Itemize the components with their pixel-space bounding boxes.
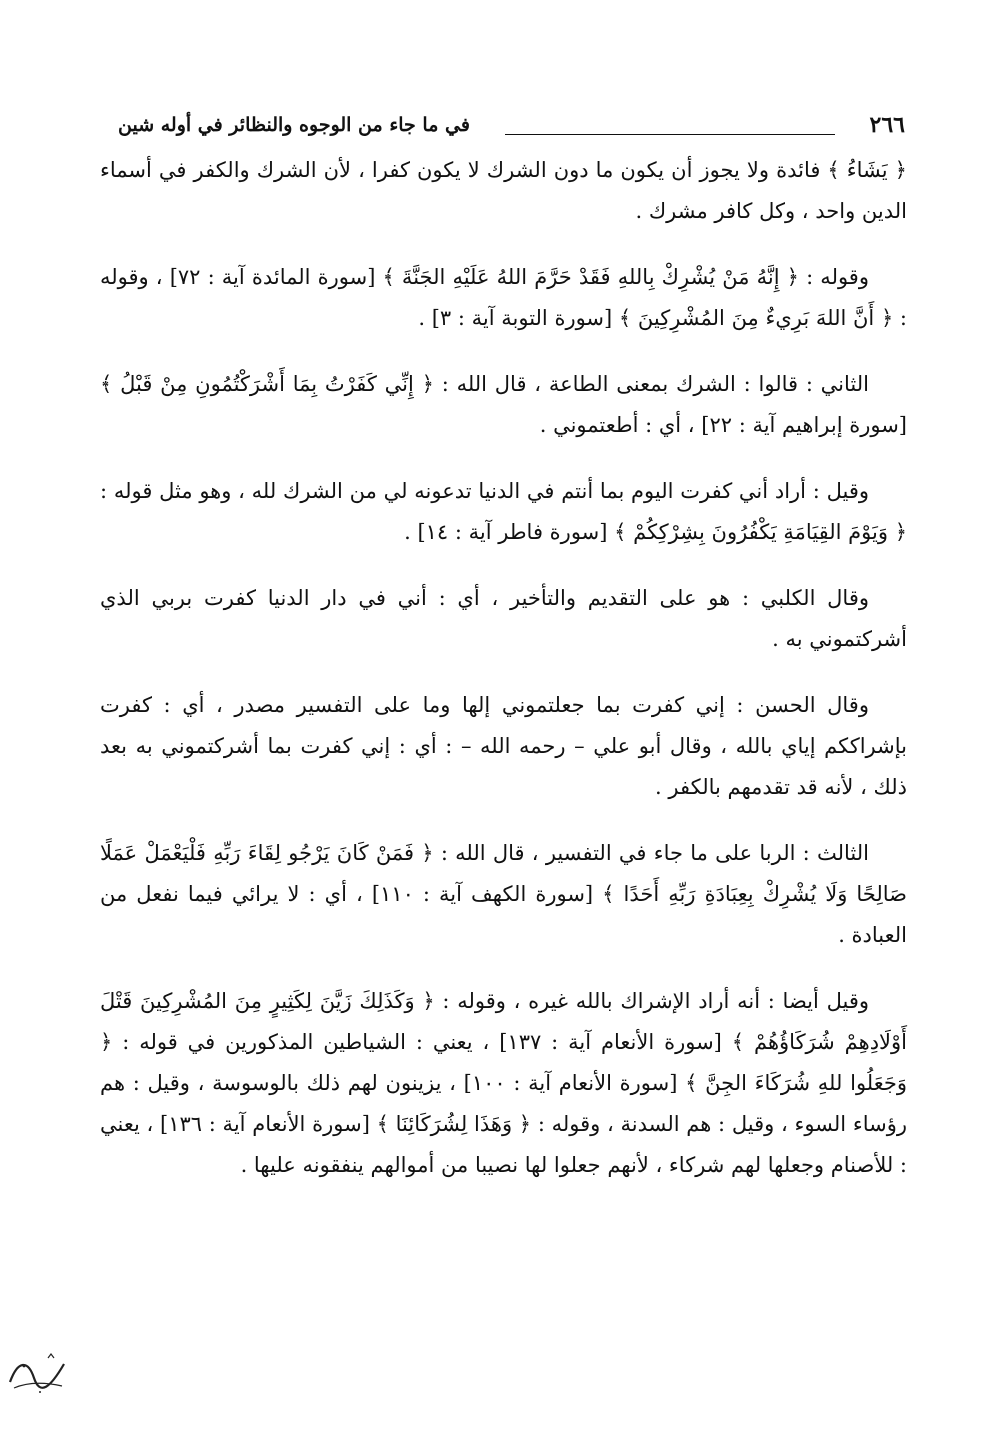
paragraph-8: وقيل أيضا : أنه أراد الإشراك بالله غيره ، وقوله : ﴿ وَكَذَلِكَ زَيَّنَ لِكَثِيرٍ مِنَ المُشْرِكِينَ قَتْلَ أَوْلَادِهِمْ شُرَكَاؤُهُمْ ﴾ [سورة الأنعام آية : ١٣٧] ، يعني : الشياطين المذكورين في قوله : ﴿ وَجَعَلُوا للهِ شُرَكَاءَ الجِنَّ ﴾ [سورة الأنعام آية : ١٠٠] ، يزينون لهم ذلك بالوسوسة ، وقيل : هم رؤساء السوء ، وقيل : هم السدنة ، وقوله : ﴿ وَهَذَا لِشُرَكَائِنَا ﴾ [سورة الأنعام آية : ١٣٦] ، يعني : للأصنام وجعلها لهم شركاء ، لأنهم جعلوا لها نصيبا من أموالهم ينفقونه عليها . [100,989,908,1177]
paragraph-5: وقال الكلبي : هو على التقديم والتأخير ، أي : أني في دار الدنيا كفرت بربي الذي أشركتموني به . [100,586,907,651]
running-title: في ما جاء من الوجوه والنظائر في أوله شين [118,114,470,136]
header-rule [505,134,835,135]
paragraph-2: وقوله : ﴿ إِنَّهُ مَنْ يُشْرِكْ بِاللهِ فَقَدْ حَرَّمَ اللهُ عَلَيْهِ الجَنَّةَ ﴾ [سورة المائدة آية : ٧٢] ، وقوله : ﴿ أَنَّ اللهَ بَرِيءٌ مِنَ المُشْرِكِينَ ﴾ [سورة التوبة آية : ٣] . [100,265,907,330]
paragraph-1: ﴿ يَشَاءُ ﴾ فائدة ولا يجوز أن يكون ما دون الشرك لا يكون كفرا ، لأن الشرك والكفر في أسماء الدين واحد ، وكل كافر مشرك . [100,158,907,223]
paragraph-7: الثالث : الربا على ما جاء في التفسير ، قال الله : ﴿ فَمَنْ كَانَ يَرْجُو لِقَاءَ رَبِّهِ فَلْيَعْمَلْ عَمَلًا صَالِحًا وَلَا يُشْرِكْ بِعِبَادَةِ رَبِّهِ أَحَدًا ﴾ [سورة الكهف آية : ١١٠] ، أي : لا يرائي فيما نفعل من العبادة . [100,841,907,947]
paragraph-4: وقيل : أراد أني كفرت اليوم بما أنتم في الدنيا تدعونه لي من الشرك لله ، وهو مثل قوله : ﴿ وَيَوْمَ القِيَامَةِ يَكْفُرُونَ بِشِرْكِكُمْ ﴾ [سورة فاطر آية : ١٤] . [100,479,907,544]
page-number: ٢٦٦ [869,112,905,138]
page-header [118,112,905,146]
page-body [100,150,907,1211]
watermark-logo [4,1352,70,1396]
paragraph-6: وقال الحسن : إني كفرت بما جعلتموني إلها وما على التفسير مصدر ، أي : كفرت بإشراككم إياي بالله ، وقال أبو علي – رحمه الله – : أي : إني كفرت بما أشركتموني به بعد ذلك ، لأنه قد تقدمهم بالكفر . [100,693,907,799]
paragraph-3: الثاني : قالوا : الشرك بمعنى الطاعة ، قال الله : ﴿ إِنِّي كَفَرْتُ بِمَا أَشْرَكْتُمُونِ مِنْ قَبْلُ ﴾ [سورة إبراهيم آية : ٢٢] ، أي : أطعتموني . [100,372,907,437]
